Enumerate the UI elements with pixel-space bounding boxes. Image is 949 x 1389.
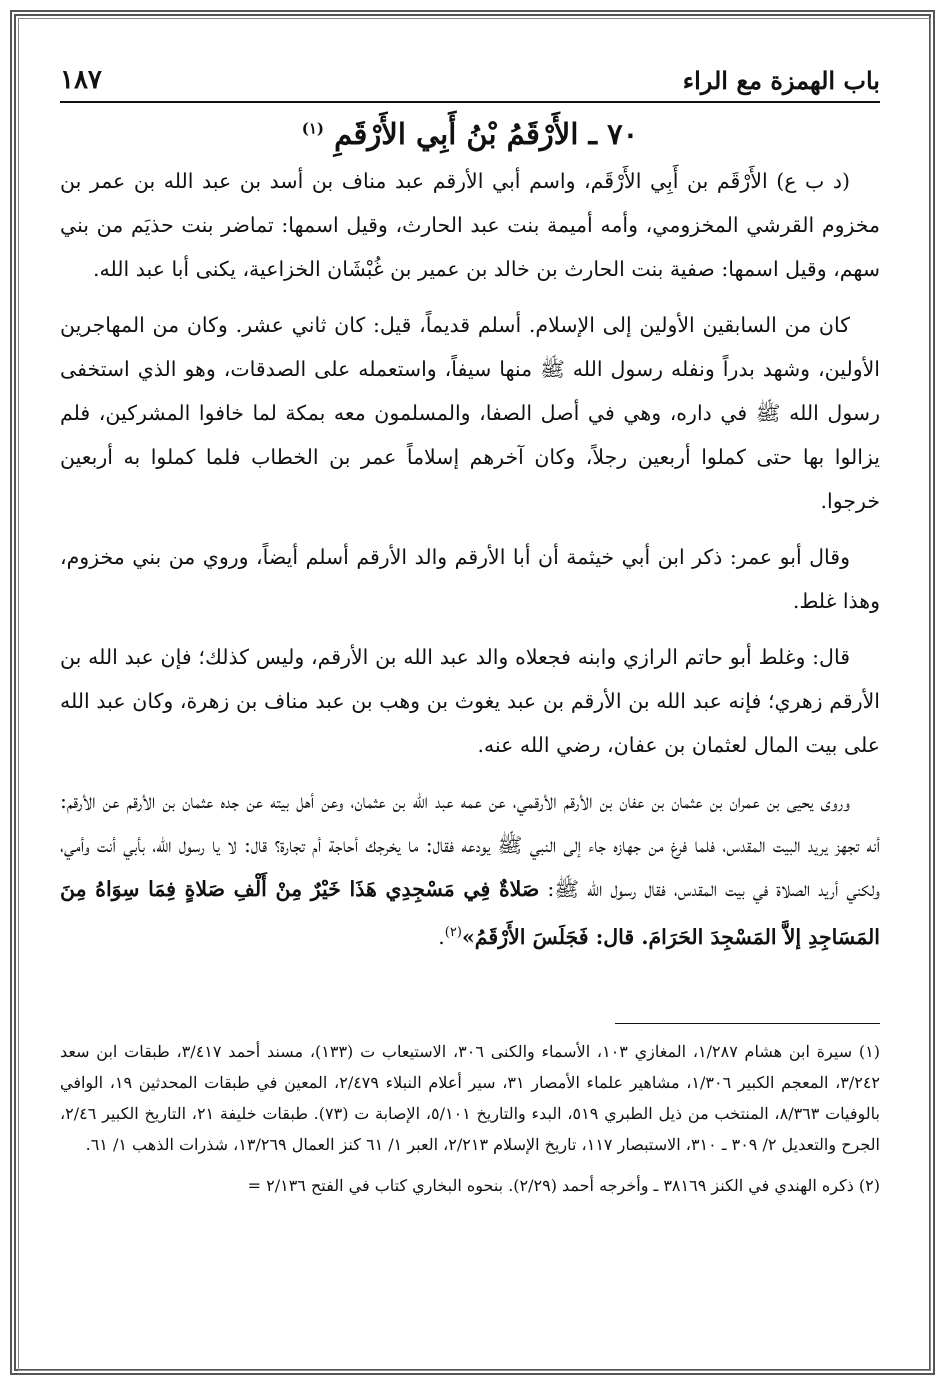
paragraph-5-end: . [438, 924, 445, 949]
footnote-ref-1: (١) [301, 119, 325, 138]
footnote-ref-2: (٢) [444, 925, 462, 940]
hadith-quote: صَلاةٌ فِي مَسْجِدِي هَذَا خَيْرٌ مِنْ أَلْفِ صَلاةٍ فِمَا سِوَاهُ مِنَ المَسَاجِدِ إلاَّ المَسْجِدَ الحَرَامَ. قال: فَجَلَسَ الأَرْقَمُ» [60, 877, 880, 949]
paragraph-5-lead: وروى يحيى بن عمران بن عثمان بن عفان بن الأرقم الأرقمي، عن عمه عبد الله بن عثمان، وعن أهل بيته عن جده عثمان بن الأرقم عن الأرقم: أنه تجهز يريد البيت المقدس، فلما فرغ من جهازه جاء إلى النبي ﷺ يودعه فقال: ما يخرجك أحاجة أم تجارة؟ قال: لا يا رسول الله، بأبي أنت وأمي، ولكني أريد الصلاة في بيت المقدس، فقال رسول الله ﷺ: [60, 789, 880, 901]
book-page [60, 55, 880, 1345]
entry-heading [60, 117, 880, 151]
footnote-2: (٢) ذكره الهندي في الكنز ٣٨١٦٩ ـ وأخرجه أحمد (٢/٢٩). بنحوه البخاري كتاب في الفتح ٢/١٣٦ = [247, 1176, 880, 1195]
paragraph-2: كان من السابقين الأولين إلى الإسلام. أسلم قديماً، قيل: كان ثاني عشر. وكان من المهاجرين الأولين، وشهد بدراً ونفله رسول الله ﷺ منها سيفاً، واستعمله على الصدقات، وهو الذي استخفى رسول الله ﷺ في داره، وهي في أصل الصفا، والمسلمون معه بمكة لما خافوا المشركين، فلم يزالوا بها حتى كملوا أربعين رجلاً، وكان آخرهم إسلاماً عمر بن الخطاب فلما كملوا به أربعين خرجوا. [60, 313, 880, 513]
footnote-divider [615, 1023, 880, 1024]
paragraph-1: (د ب ع) الأَرْقَم بن أَبِي الأَرْقَم، واسم أبي الأرقم عبد مناف بن أسد بن عبد الله بن عمر بن مخزوم القرشي المخزومي، وأمه أميمة بنت عبد الحارث، وقيل اسمها: تماضر بنت حذيَم من بني سهم، وقيل اسمها: صفية بنت الحارث بن خالد بن عمير بن غُبْشَان الخزاعية، يكنى أبا عبد الله. [60, 169, 880, 281]
footnote-1: (١) سيرة ابن هشام ١/٢٨٧، المغازي ١٠٣، الأسماء والكنى ٣٠٦، الاستيعاب ت (١٣٣)، مسند أحمد ٣/٤١٧، طبقات ابن سعد ٣/٢٤٢، المعجم الكبير ١/٣٠٦، مشاهير علماء الأمصار ٣١، سير أعلام النبلاء ٢/٤٧٩، المعين في طبقات المحدثين ١٩، الوافي بالوفيات ٨/٣٦٣، المنتخب من ذيل الطبري ٥١٩، البدء والتاريخ ٥/١٠١، الإصابة ت (٧٣). طبقات خليفة ٢١، التاريخ الكبير ٢/٤٦، الجرح والتعديل ٢/ ٣٠٩ ـ ٣١٠، الاستبصار ١١٧، تاريخ الإسلام ٢/٢١٣، العبر ١/ ٦١ كنز العمال ١٣/٢٦٩، شذرات الذهب ١/ ٦١. [60, 1042, 881, 1154]
page-number: ١٨٧ [60, 65, 102, 95]
paragraph-5 [60, 779, 880, 959]
footnotes-section [60, 1023, 880, 1211]
paragraph-4: قال: وغلط أبو حاتم الرازي وابنه فجعلاه والد عبد الله بن الأرقم، وليس كذلك؛ فإن عبد الله بن الأرقم زهري؛ فإنه عبد الله بن الأرقم بن عبد يغوث بن وهب بن عبد مناف بن زهرة، وكان عبد الله على بيت المال لعثمان بن عفان، رضي الله عنه. [60, 645, 880, 757]
entry-title: ٧٠ ـ الأَرْقَمُ بْنُ أَبِي الأَرْقَمِ [334, 117, 639, 151]
running-header [60, 55, 880, 103]
running-title: باب الهمزة مع الراء [682, 66, 880, 95]
paragraph-3: وقال أبو عمر: ذكر ابن أبي خيثمة أن أبا الأرقم والد الأرقم أسلم أيضاً، وروي من بني مخزوم، وهذا غلط. [60, 545, 880, 613]
